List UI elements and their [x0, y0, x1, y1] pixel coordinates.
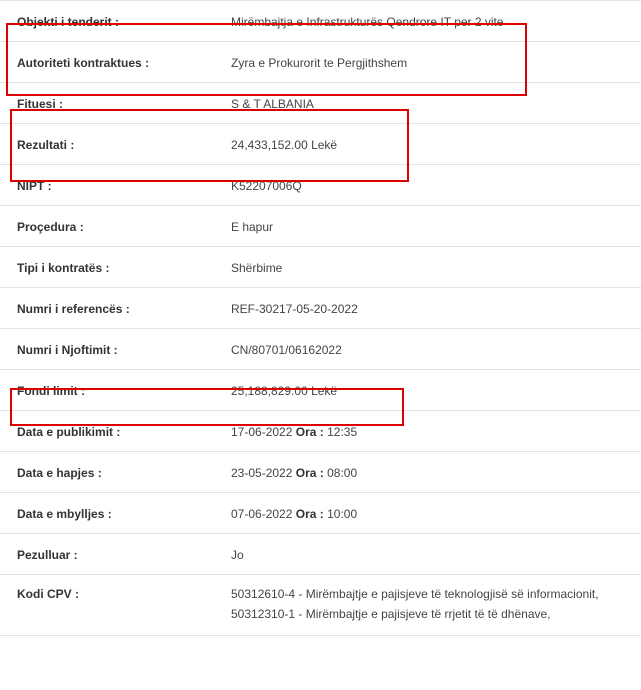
- row-cpv: [0, 575, 641, 636]
- label-procedura: Proçedura :: [17, 220, 84, 234]
- value-referenca: REF-30217-05-20-2022: [231, 302, 358, 316]
- cpv-line-2: 50312310-1 - Mirëmbajtje e pajisjeve të rrjetit të të dhënave,: [231, 607, 551, 621]
- label-fituesi: Fituesi :: [17, 97, 64, 111]
- value-autoriteti: Zyra e Prokurorit te Pergjithshem: [231, 56, 408, 70]
- value-publikimi: [231, 425, 357, 439]
- value-njoftimi: CN/80701/06162022: [231, 343, 342, 357]
- row-objekti: [0, 1, 641, 42]
- row-pezulluar: [0, 534, 641, 575]
- time-hapja: 08:00: [327, 466, 358, 480]
- label-objekti: Objekti i tenderit :: [17, 15, 120, 29]
- label-mbyllja: Data e mbylljes :: [17, 507, 112, 521]
- label-rezultati: Rezultati :: [17, 138, 75, 152]
- label-njoftimi: Numri i Njoftimit :: [17, 343, 118, 357]
- label-pezulluar: Pezulluar :: [17, 548, 78, 562]
- value-pezulluar: Jo: [231, 548, 244, 562]
- date-publikimi: 17-06-2022: [231, 425, 293, 439]
- value-fondi: 25,188,829.00 Lekë: [231, 384, 338, 398]
- row-rezultati: [0, 124, 641, 165]
- value-procedura: E hapur: [231, 220, 274, 234]
- ora-label-hapja: Ora :: [295, 466, 324, 480]
- cpv-line-1: 50312610-4 - Mirëmbajtje e pajisjeve të teknologjisë së informacionit,: [231, 587, 599, 601]
- label-publikimi: Data e publikimit :: [17, 425, 121, 439]
- row-referenca: [0, 288, 641, 329]
- label-nipt: NIPT :: [17, 179, 52, 193]
- row-fituesi: [0, 83, 641, 124]
- ora-label-publikimi: Ora :: [295, 425, 324, 439]
- date-mbyllja: 07-06-2022: [231, 507, 293, 521]
- value-hapja: [231, 466, 357, 480]
- row-tipi: [0, 247, 641, 288]
- row-autoriteti: [0, 42, 641, 83]
- row-mbyllja: [0, 493, 641, 534]
- row-nipt: [0, 165, 641, 206]
- row-publikimi: [0, 411, 641, 452]
- time-mbyllja: 10:00: [327, 507, 358, 521]
- ora-label-mbyllja: Ora :: [295, 507, 324, 521]
- value-nipt: K52207006Q: [231, 179, 302, 193]
- value-cpv: [231, 584, 631, 624]
- value-rezultati: 24,433,152.00 Lekë: [231, 138, 338, 152]
- date-hapja: 23-05-2022: [231, 466, 293, 480]
- value-tipi: Shërbime: [231, 261, 283, 275]
- row-hapja: [0, 452, 641, 493]
- label-tipi: Tipi i kontratës :: [17, 261, 110, 275]
- row-njoftimi: [0, 329, 641, 370]
- value-objekti: Mirëmbajtja e Infrastrukturës Qendrore IT per 2 vite: [231, 15, 504, 29]
- label-hapja: Data e hapjes :: [17, 466, 102, 480]
- label-autoriteti: Autoriteti kontraktues :: [17, 56, 150, 70]
- value-fituesi: S & T ALBANIA: [231, 97, 314, 111]
- time-publikimi: 12:35: [327, 425, 358, 439]
- row-procedura: [0, 206, 641, 247]
- value-mbyllja: [231, 507, 357, 521]
- row-fondi: [0, 370, 641, 411]
- label-cpv: Kodi CPV :: [17, 587, 79, 601]
- label-referenca: Numri i referencës :: [17, 302, 130, 316]
- label-fondi: Fondi limit :: [17, 384, 85, 398]
